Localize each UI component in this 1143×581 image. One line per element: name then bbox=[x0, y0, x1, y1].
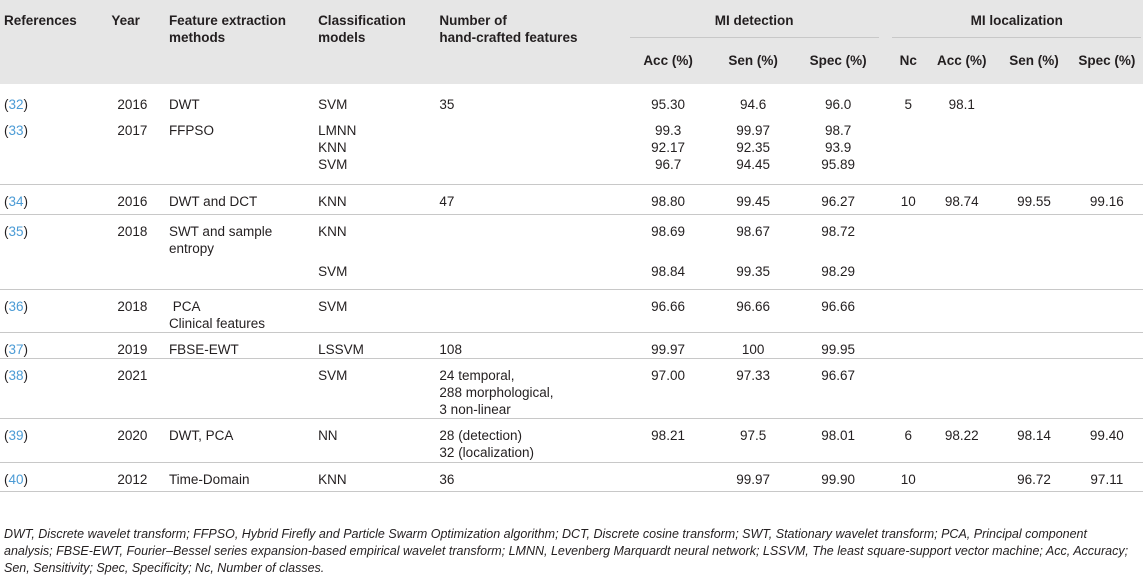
cell-loc-sen: 96.72 bbox=[1017, 471, 1051, 487]
cell-loc-sen bbox=[997, 214, 1070, 262]
reference-link[interactable]: 36 bbox=[8, 298, 24, 314]
table-row bbox=[0, 418, 1143, 462]
cell-loc-spec bbox=[1071, 358, 1143, 418]
cell-det-spec: 98.7 93.9 95.89 bbox=[821, 123, 856, 172]
table-row bbox=[0, 184, 1143, 214]
reference-link[interactable]: 34 bbox=[8, 193, 24, 209]
cell-loc-acc: 98.22 bbox=[944, 427, 979, 443]
header-det-spec: Spec (%) bbox=[809, 53, 867, 68]
cell-det-acc: 98.80 bbox=[651, 193, 685, 209]
cell-det-spec: 96.67 bbox=[821, 367, 856, 383]
table-row bbox=[0, 289, 1143, 332]
cell-feature-extraction: SWT and sample entropy bbox=[168, 223, 273, 256]
header-det-sen: Sen (%) bbox=[728, 53, 778, 68]
cell-year: 2018 bbox=[117, 298, 148, 314]
cell-det-spec: 98.01 bbox=[821, 427, 856, 443]
cell-loc-spec bbox=[1071, 214, 1143, 262]
cell-det-spec: 99.95 bbox=[821, 341, 856, 357]
cell-spacer bbox=[881, 418, 891, 462]
cell-det-sen: 100 bbox=[741, 341, 765, 357]
cell-number-features: 28 (detection) 32 (localization) bbox=[439, 427, 534, 460]
cell-classification: LMNN KNN SVM bbox=[318, 123, 357, 172]
cell-loc-nc bbox=[890, 289, 926, 332]
cell-reference: (39) bbox=[4, 427, 29, 443]
cell-year: 2018 bbox=[117, 223, 148, 239]
cell-loc-acc bbox=[926, 214, 997, 262]
cell-det-sen: 96.66 bbox=[736, 298, 770, 314]
cell-loc-acc bbox=[926, 289, 997, 332]
cell-reference: (32) bbox=[4, 97, 29, 112]
cell-det-sen: 94.6 bbox=[739, 97, 767, 112]
cell-classification: LSSVM bbox=[318, 341, 364, 357]
cell-loc-acc bbox=[926, 462, 997, 491]
table-row bbox=[0, 462, 1143, 491]
table-row bbox=[0, 358, 1143, 418]
cell-det-acc: 98.84 bbox=[651, 264, 685, 279]
cell-reference: (40) bbox=[4, 471, 29, 487]
cell-number-features bbox=[439, 289, 625, 332]
cell-year bbox=[111, 262, 169, 289]
cell-det-acc: 95.30 bbox=[651, 97, 685, 112]
header-mi-localization: MI localization bbox=[890, 0, 1143, 38]
cell-spacer bbox=[881, 84, 891, 114]
reference-link[interactable]: 32 bbox=[8, 97, 24, 112]
cell-loc-acc bbox=[926, 262, 997, 289]
reference-link[interactable]: 37 bbox=[8, 341, 24, 357]
cell-loc-nc: 10 bbox=[900, 193, 916, 209]
cell-year: 2016 bbox=[117, 97, 148, 112]
cell-year: 2019 bbox=[117, 341, 148, 357]
header-det-acc: Acc (%) bbox=[643, 53, 693, 68]
cell-det-acc: 98.69 bbox=[651, 223, 685, 239]
cell-feature-extraction: DWT and DCT bbox=[168, 193, 258, 209]
reference-link[interactable]: 33 bbox=[8, 123, 24, 138]
reference-link[interactable]: 38 bbox=[8, 367, 24, 383]
cell-det-sen: 98.67 bbox=[736, 223, 770, 239]
header-mi-detection: MI detection bbox=[626, 0, 881, 38]
cell-number-features bbox=[439, 114, 625, 184]
cell-spacer bbox=[881, 184, 891, 214]
header-loc-acc: Acc (%) bbox=[936, 53, 987, 68]
cell-number-features: 36 bbox=[439, 471, 455, 487]
cell-loc-spec: 97.11 bbox=[1090, 471, 1124, 487]
header-loc-spec: Spec (%) bbox=[1078, 53, 1136, 68]
table-footnote: DWT, Discrete wavelet transform; FFPSO, Hybrid Firefly and Particle Swarm Optimization algorithm; DCT, Discrete cosine transform; SWT, Stationary wavelet transform; PCA, Principal component analysis; FBSE-EWT, Fourier–Bessel series expansion-based empirical wavelet transform; LMNN, Levenberg Marquardt neural network; LSSVM, The least square-support vector machine; Acc, Accuracy; Sen, Sensitivity; Spec, Specificity; Nc, Number of classes. bbox=[4, 527, 1129, 575]
cell-det-spec: 98.72 bbox=[821, 223, 856, 239]
cell-feature-extraction bbox=[169, 358, 318, 418]
cell-loc-spec bbox=[1071, 332, 1143, 358]
cell-year: 2020 bbox=[117, 427, 148, 443]
cell-reference: (37) bbox=[4, 341, 29, 357]
cell-loc-nc bbox=[890, 214, 926, 262]
cell-loc-nc: 5 bbox=[904, 97, 913, 112]
cell-spacer bbox=[881, 262, 891, 289]
cell-number-features: 47 bbox=[439, 193, 455, 209]
cell-loc-acc bbox=[926, 358, 997, 418]
cell-classification: SVM bbox=[318, 298, 348, 314]
header-spacer bbox=[881, 0, 891, 38]
cell-loc-spec bbox=[1071, 114, 1143, 184]
cell-classification: SVM bbox=[318, 264, 348, 279]
cell-classification: KNN bbox=[318, 223, 347, 239]
cell-feature-extraction: FFPSO bbox=[168, 123, 214, 138]
cell-det-sen: 97.33 bbox=[736, 367, 770, 383]
cell-loc-acc bbox=[926, 114, 997, 184]
reference-link[interactable]: 39 bbox=[8, 427, 24, 443]
cell-feature-extraction bbox=[169, 262, 318, 289]
cell-loc-spec: 99.16 bbox=[1089, 193, 1124, 209]
cell-loc-sen bbox=[997, 289, 1070, 332]
cell-loc-spec bbox=[1071, 289, 1143, 332]
cell-number-features bbox=[439, 214, 625, 262]
cell-year: 2012 bbox=[117, 471, 148, 487]
header-year: Year bbox=[111, 13, 140, 28]
table-row bbox=[0, 262, 1143, 289]
cell-feature-extraction: Time-Domain bbox=[168, 471, 250, 487]
cell-det-acc: 98.21 bbox=[651, 427, 685, 443]
cell-det-sen: 99.97 bbox=[736, 471, 770, 487]
header-number-features: Number of hand-crafted features bbox=[439, 13, 578, 45]
cell-number-features: 24 temporal, 288 morphological, 3 non-linear bbox=[439, 367, 554, 417]
cell-feature-extraction: FBSE-EWT bbox=[168, 341, 239, 357]
cell-loc-nc: 10 bbox=[900, 471, 916, 487]
table-row bbox=[0, 114, 1143, 184]
cell-classification: KNN bbox=[318, 193, 347, 209]
cell-classification: NN bbox=[318, 427, 338, 443]
cell-feature-extraction: PCA Clinical features bbox=[168, 298, 265, 331]
cell-det-acc: 96.66 bbox=[651, 298, 685, 314]
cell-det-spec: 99.90 bbox=[821, 471, 856, 487]
cell-reference: (36) bbox=[4, 298, 29, 314]
cell-det-sen: 99.45 bbox=[736, 193, 770, 209]
cell-number-features: 35 bbox=[439, 97, 455, 112]
cell-year: 2021 bbox=[117, 367, 148, 383]
cell-spacer bbox=[881, 289, 891, 332]
cell-year: 2016 bbox=[117, 193, 148, 209]
cell-det-acc: 97.00 bbox=[651, 367, 685, 383]
table-row bbox=[0, 332, 1143, 358]
cell-loc-spec bbox=[1071, 84, 1143, 114]
cell-loc-sen bbox=[997, 114, 1070, 184]
cell-loc-acc: 98.1 bbox=[948, 97, 975, 112]
cell-det-acc: 99.97 bbox=[651, 341, 685, 357]
reference-link[interactable]: 40 bbox=[8, 471, 24, 487]
cell-det-spec: 96.66 bbox=[821, 298, 856, 314]
header-loc-sen: Sen (%) bbox=[1009, 53, 1059, 68]
cell-loc-acc: 98.74 bbox=[944, 193, 979, 209]
cell-loc-spec: 99.40 bbox=[1089, 427, 1124, 443]
cell-reference: (35) bbox=[4, 223, 29, 239]
cell-loc-nc bbox=[890, 114, 926, 184]
cell-spacer bbox=[881, 358, 891, 418]
cell-loc-sen bbox=[997, 84, 1070, 114]
cell-det-spec: 96.27 bbox=[821, 193, 856, 209]
cell-det-acc bbox=[626, 462, 711, 491]
cell-loc-acc bbox=[926, 332, 997, 358]
cell-spacer bbox=[881, 214, 891, 262]
cell-det-sen: 99.35 bbox=[736, 264, 770, 279]
cell-feature-extraction: DWT, PCA bbox=[168, 427, 234, 443]
cell-loc-nc bbox=[890, 332, 926, 358]
cell-classification: SVM bbox=[318, 97, 348, 112]
header-feature-extraction: Feature extraction methods bbox=[168, 13, 286, 45]
cell-loc-nc: 6 bbox=[904, 427, 913, 443]
table-body bbox=[0, 84, 1143, 491]
cell-det-sen: 97.5 bbox=[739, 427, 767, 443]
reference-link[interactable]: 35 bbox=[8, 223, 24, 239]
cell-spacer bbox=[881, 114, 891, 184]
cell-reference: (34) bbox=[4, 193, 29, 209]
cell-number-features: 108 bbox=[439, 341, 462, 357]
cell-loc-sen: 98.14 bbox=[1017, 427, 1051, 443]
cell-classification: SVM bbox=[318, 367, 348, 383]
cell-det-spec: 96.0 bbox=[825, 97, 852, 112]
cell-loc-spec bbox=[1071, 262, 1143, 289]
table-row bbox=[0, 214, 1143, 262]
cell-det-spec: 98.29 bbox=[821, 264, 856, 279]
cell-loc-sen bbox=[997, 262, 1070, 289]
cell-reference bbox=[0, 262, 111, 289]
cell-loc-nc bbox=[890, 262, 926, 289]
cell-reference: (38) bbox=[4, 367, 29, 383]
cell-reference: (33) bbox=[4, 123, 29, 138]
cell-feature-extraction: DWT bbox=[168, 97, 200, 112]
header-references: References bbox=[4, 13, 77, 28]
cell-year: 2017 bbox=[117, 123, 148, 138]
cell-spacer bbox=[881, 332, 891, 358]
cell-number-features bbox=[439, 262, 625, 289]
cell-det-sen: 99.97 92.35 94.45 bbox=[736, 123, 770, 172]
cell-loc-nc bbox=[890, 358, 926, 418]
header-loc-nc: Nc bbox=[899, 53, 917, 68]
cell-loc-sen bbox=[997, 358, 1070, 418]
table-row bbox=[0, 84, 1143, 114]
cell-det-acc: 99.3 92.17 96.7 bbox=[651, 123, 685, 172]
header-spacer-2 bbox=[881, 38, 891, 84]
header-classification: Classification models bbox=[318, 13, 406, 45]
cell-loc-sen bbox=[997, 332, 1070, 358]
cell-loc-sen: 99.55 bbox=[1017, 193, 1051, 209]
cell-spacer bbox=[881, 462, 891, 491]
cell-classification: KNN bbox=[318, 471, 347, 487]
